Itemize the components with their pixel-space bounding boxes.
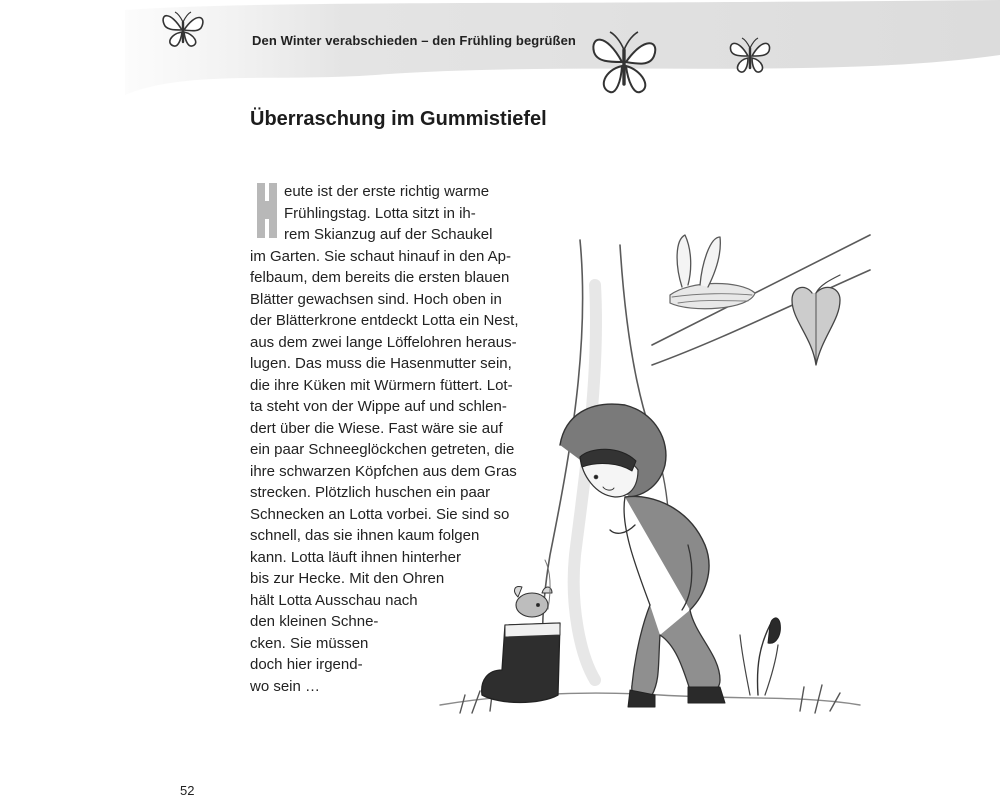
- butterfly-icon: [588, 26, 660, 102]
- running-head: Den Winter verabschieden – den Frühling begrüßen: [252, 33, 576, 48]
- story-line: schnell, das sie ihnen kaum folgen: [250, 527, 480, 544]
- story-line: ta steht von der Wippe auf und schlen-: [250, 398, 507, 415]
- story-line: kann. Lotta läuft ihnen hinterher: [250, 548, 461, 566]
- story-line: ihre schwarzen Köpfchen aus dem Gras: [250, 462, 517, 480]
- story-line: im Garten. Sie schaut hinauf in den Ap-: [250, 247, 511, 265]
- story-line: bis zur Hecke. Mit den Ohren: [250, 570, 445, 587]
- drop-cap-h: [257, 183, 277, 238]
- story-line: rem Skianzug auf der Schaukel: [284, 226, 493, 243]
- story-line: ein paar Schneeglöckchen getreten, die: [250, 441, 515, 458]
- butterfly-icon: [160, 8, 206, 52]
- story-line: wo sein …: [250, 677, 321, 695]
- page-number: 52: [180, 783, 195, 798]
- story-line: die ihre Küken mit Würmern füttert. Lot-: [250, 376, 513, 394]
- story-line: strecken. Plötzlich huschen ein paar: [250, 484, 491, 501]
- story-line: dert über die Wiese. Fast wäre sie auf: [250, 419, 503, 437]
- story-title: Überraschung im Gummistiefel: [250, 108, 547, 130]
- story-line: eute ist der erste richtig warme: [284, 183, 490, 200]
- story-illustration: [420, 225, 880, 730]
- story-line: Schnecken an Lotta vorbei. Sie sind so: [250, 505, 510, 523]
- story-line: der Blätterkrone entdeckt Lotta ein Nest,: [250, 312, 519, 329]
- story-line: lugen. Das muss die Hasenmutter sein,: [250, 355, 512, 372]
- story-line: den kleinen Schne-: [250, 613, 379, 630]
- story-line: cken. Sie müssen: [250, 634, 369, 652]
- butterfly-icon: [728, 34, 772, 78]
- story-line: felbaum, dem bereits die ersten blauen: [250, 269, 510, 286]
- story-line: hält Lotta Ausschau nach: [250, 591, 418, 609]
- story-line: Frühlingstag. Lotta sitzt in ih-: [284, 204, 476, 222]
- story-line: doch hier irgend-: [250, 656, 363, 673]
- story-line: aus dem zwei lange Löffelohren heraus-: [250, 333, 517, 351]
- header-band: [125, 0, 1000, 110]
- story-line: Blätter gewachsen sind. Hoch oben in: [250, 290, 502, 308]
